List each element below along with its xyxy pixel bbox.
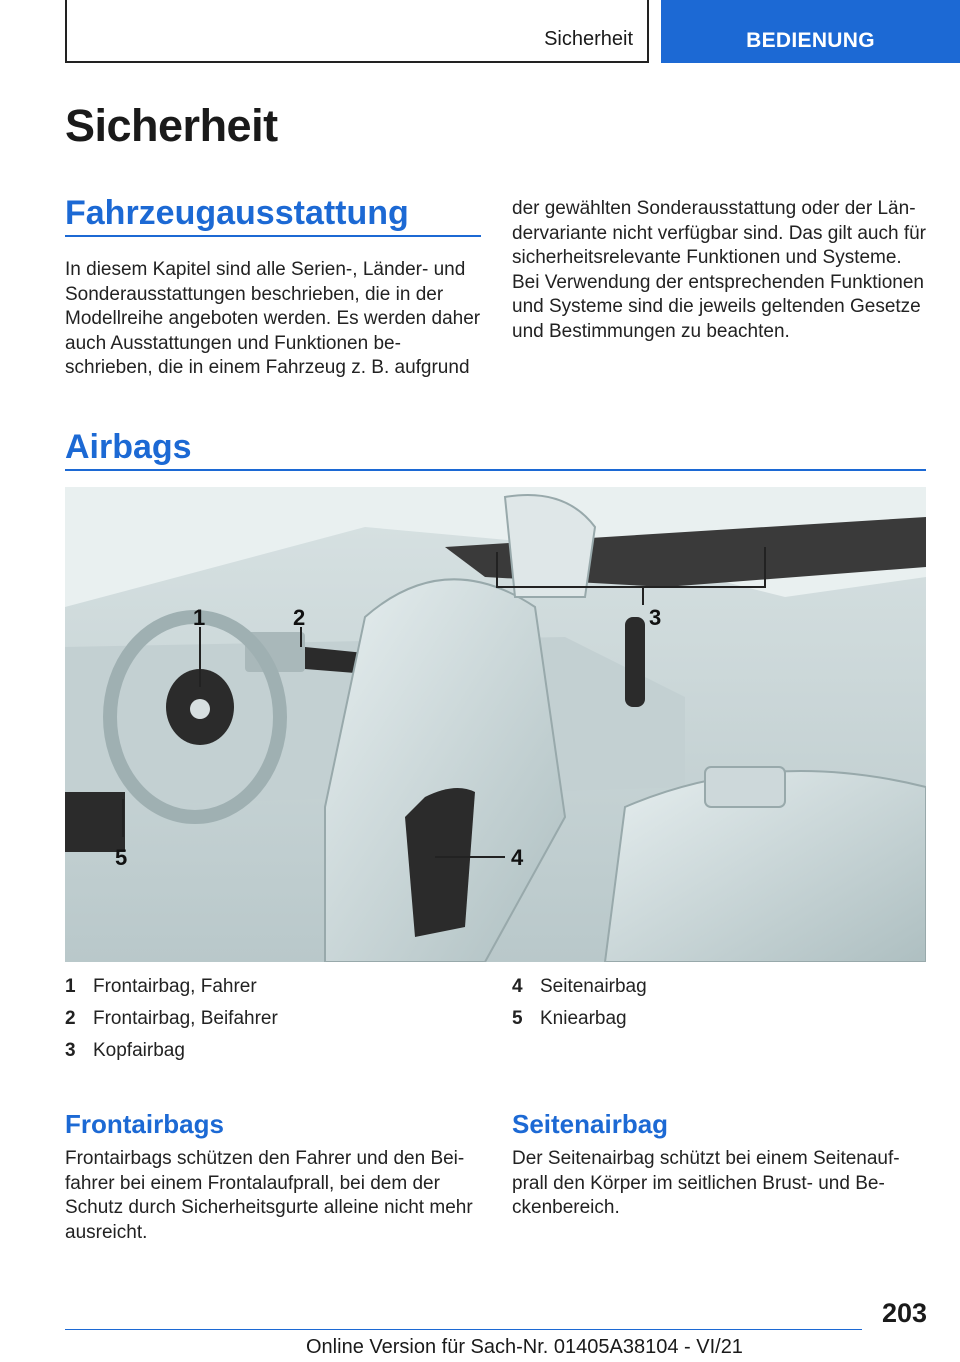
legend-number: 4 <box>512 976 523 997</box>
legend-label: Kopfairbag <box>93 1040 185 1061</box>
fahrzeug-paragraph-right: der gewählten Sonderausstattung oder der Ländervariante nicht verfügbar sind. Das gilt auch für sicherheitsrelevante Funktionen und Systeme. Bei Verwendung der entsprechenden Funktionen und Systeme sind die jeweils geltenden Gesetze und Bestimmungen zu beachten. <box>512 198 926 342</box>
header-section-box <box>65 0 649 63</box>
footer-version-text: Online Version für Sach-Nr. 01405A38104 - VI/21 <box>306 1336 743 1358</box>
armrest <box>705 767 785 807</box>
legend-label: Frontairbag, Fahrer <box>93 976 257 997</box>
legend-number: 2 <box>65 1008 76 1029</box>
heading-frontairbags: Frontairbags <box>65 1109 224 1139</box>
page-number: 203 <box>881 1298 927 1328</box>
legend-number: 5 <box>512 1008 523 1029</box>
legend-label: Frontairbag, Beifahrer <box>93 1008 278 1029</box>
legend-item <box>65 1035 278 1067</box>
legend-item <box>65 971 278 1003</box>
legend-item <box>65 1003 278 1035</box>
heading-rule <box>65 235 481 237</box>
airbags-heading-rule <box>65 469 926 471</box>
airbag-illustration <box>65 487 926 962</box>
figure-label-2: 2 <box>293 605 306 630</box>
heading-seitenairbag: Seitenairbag <box>512 1109 669 1139</box>
airbag-illustration-svg <box>65 487 926 962</box>
legend-label: Seitenairbag <box>540 976 647 997</box>
heading-fahrzeugausstattung: Fahrzeugausstattung <box>65 194 409 232</box>
legend-item <box>512 1003 647 1035</box>
heading-airbags: Airbags <box>65 428 192 466</box>
curtain-airbag-pillar <box>625 617 645 707</box>
legend-label: Kniearbag <box>540 1008 627 1029</box>
legend-right <box>512 971 647 1035</box>
legend-number: 3 <box>65 1040 76 1061</box>
footer-rule <box>65 1329 862 1330</box>
page-title: Sicherheit <box>65 100 278 151</box>
steering-logo <box>190 699 210 719</box>
side-airbag-mark <box>405 788 475 937</box>
figure-label-3: 3 <box>649 605 662 630</box>
figure-label-4: 4 <box>511 845 524 870</box>
seitenairbag-paragraph: Der Seitenairbag schützt bei einem Seitenaufprall den Körper im seitlichen Brust- und Beckenbereich. <box>512 1148 900 1218</box>
fahrzeug-paragraph-left: In diesem Kapitel sind alle Serien-, Länder- und Sonderausstattungen beschrieben, die in der Modellreihe angeboten werden. Es werden daher auch Ausstattungen und Funktionen beschrieben, die in einem Fahrzeug z. B. aufgrund <box>65 259 481 378</box>
legend-left <box>65 971 278 1067</box>
figure-label-5: 5 <box>115 845 128 870</box>
knee-airbag-mark <box>65 792 125 852</box>
header-chapter-tab[interactable]: BEDIENUNG <box>661 0 960 63</box>
legend-number: 1 <box>65 976 76 997</box>
frontairbags-paragraph: Frontairbags schützen den Fahrer und den Beifahrer bei einem Frontalaufprall, bei dem der Schutz durch Sicherheitsgurte alleine nicht mehr ausreicht. <box>65 1148 473 1243</box>
figure-label-1: 1 <box>193 605 206 630</box>
legend-item <box>512 971 647 1003</box>
header-section-title: Sicherheit <box>544 28 633 50</box>
